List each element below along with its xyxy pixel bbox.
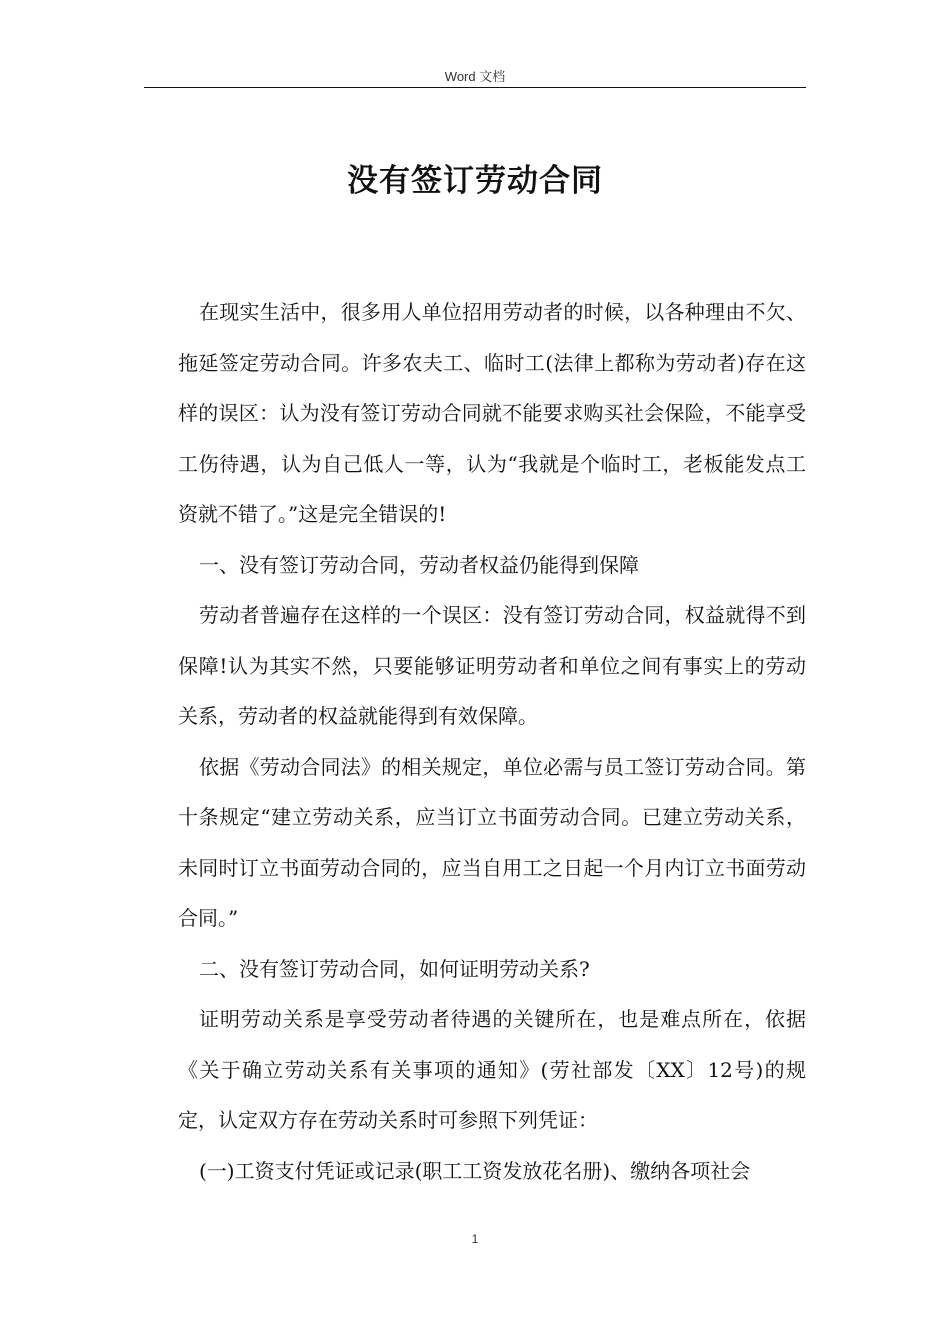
page-header-label: Word 文档 [444, 69, 506, 84]
page-number: 1 [471, 1232, 479, 1246]
section-heading-2: 二、没有签订劳动合同，如何证明劳动关系? [199, 956, 590, 981]
document-body [178, 287, 806, 1196]
paragraph-misconception: 劳动者普遍存在这样的一个误区：没有签订劳动合同，权益就得不到保障!认为其实不然，只要能够证明劳动者和单位之间有事实上的劳动关系，劳动者的权益就能得到有效保障。 [178, 603, 806, 728]
header-rule [144, 87, 806, 88]
document-title: 没有签订劳动合同 [347, 163, 603, 199]
paragraph-proof: 证明劳动关系是享受劳动者待遇的关键所在，也是难点所在，依据《关于确立劳动关系有关事项的通知》(劳社部发〔XX〕12号)的规定，认定双方存在劳动关系时可参照下列凭证： [178, 1007, 806, 1132]
section-heading-1: 一、没有签订劳动合同，劳动者权益仍能得到保障 [199, 552, 639, 577]
paragraph-evidence-item-1: (一)工资支付凭证或记录(职工工资发放花名册)、缴纳各项社会 [199, 1158, 751, 1183]
paragraph-law-basis: 依据《劳动合同法》的相关规定，单位必需与员工签订劳动合同。第十条规定“建立劳动关系，应当订立书面劳动合同。已建立劳动关系，未同时订立书面劳动合同的，应当自用工之日起一个月内订立书面劳动合同。” [178, 754, 806, 930]
paragraph-intro: 在现实生活中，很多用人单位招用劳动者的时候，以各种理由不欠、拖延签定劳动合同。许多农夫工、临时工(法律上都称为劳动者)存在这样的误区：认为没有签订劳动合同就不能要求购买社会保险，不能享受工伤待遇，认为自己低人一等，认为“我就是个临时工，老板能发点工资就不错了。”这是完全错误的! [178, 300, 806, 526]
